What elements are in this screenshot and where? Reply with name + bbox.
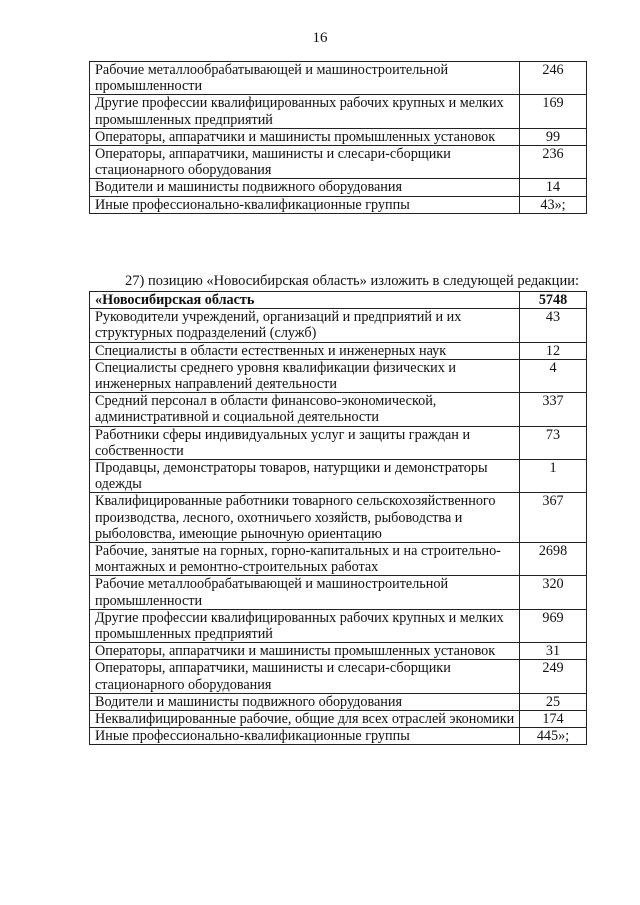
row-label: Операторы, аппаратчики и машинисты промышленных установок	[90, 643, 520, 660]
row-label: Специалисты среднего уровня квалификации физических и инженерных направлений деятельности	[90, 359, 520, 392]
row-label: «Новосибирская область	[90, 292, 520, 309]
row-value: 2698	[520, 543, 587, 576]
row-value: 25	[520, 693, 587, 710]
row-label: Иные профессионально-квалификационные группы	[90, 196, 520, 213]
row-value: 320	[520, 576, 587, 609]
row-label: Операторы, аппаратчики, машинисты и слесари-сборщики стационарного оборудования	[90, 146, 520, 179]
table-row	[90, 576, 587, 609]
row-value: 99	[520, 128, 587, 145]
row-label: Водители и машинисты подвижного оборудования	[90, 179, 520, 196]
row-label: Иные профессионально-квалификационные группы	[90, 728, 520, 745]
row-label: Средний персонал в области финансово-экономической, административной и социальной деятельности	[90, 393, 520, 426]
table-row	[90, 609, 587, 642]
table-row	[90, 342, 587, 359]
table-row	[90, 693, 587, 710]
row-label: Другие профессии квалифицированных рабочих крупных и мелких промышленных предприятий	[90, 95, 520, 128]
row-value: 31	[520, 643, 587, 660]
row-value: 249	[520, 660, 587, 693]
row-label: Водители и машинисты подвижного оборудования	[90, 693, 520, 710]
table-row	[90, 711, 587, 728]
row-value: 169	[520, 95, 587, 128]
table-row	[90, 309, 587, 342]
row-label: Неквалифицированные рабочие, общие для всех отраслей экономики	[90, 711, 520, 728]
row-value: 174	[520, 711, 587, 728]
table-row	[90, 62, 587, 95]
row-value: 1	[520, 460, 587, 493]
row-value: 4	[520, 359, 587, 392]
row-label: Рабочие, занятые на горных, горно-капитальных и на строительно-монтажных и ремонтно-строительных работах	[90, 543, 520, 576]
table-row	[90, 196, 587, 213]
row-label: Другие профессии квалифицированных рабочих крупных и мелких промышленных предприятий	[90, 609, 520, 642]
row-value: 14	[520, 179, 587, 196]
table-row	[90, 493, 587, 543]
table-row	[90, 146, 587, 179]
table-row	[90, 179, 587, 196]
table-row	[90, 393, 587, 426]
row-label: Рабочие металлообрабатывающей и машиностроительной промышленности	[90, 62, 520, 95]
table-row	[90, 128, 587, 145]
table-row	[90, 728, 587, 745]
row-label: Работники сферы индивидуальных услуг и защиты граждан и собственности	[90, 426, 520, 459]
row-value: 73	[520, 426, 587, 459]
row-value: 969	[520, 609, 587, 642]
row-value: 236	[520, 146, 587, 179]
row-label: Операторы, аппаратчики, машинисты и слесари-сборщики стационарного оборудования	[90, 660, 520, 693]
table-row	[90, 95, 587, 128]
row-label: Специалисты в области естественных и инженерных наук	[90, 342, 520, 359]
table-row	[90, 426, 587, 459]
row-label: Продавцы, демонстраторы товаров, натурщики и демонстраторы одежды	[90, 460, 520, 493]
table-row	[90, 543, 587, 576]
row-value: 12	[520, 342, 587, 359]
row-label: Руководители учреждений, организаций и предприятий и их структурных подразделений (служб)	[90, 309, 520, 342]
row-value: 337	[520, 393, 587, 426]
row-value: 43»;	[520, 196, 587, 213]
row-value: 246	[520, 62, 587, 95]
novosibirsk-region-table	[89, 291, 587, 745]
amendment-paragraph: 27) позицию «Новосибирская область» изложить в следующей редакции:	[125, 272, 579, 289]
table-row	[90, 660, 587, 693]
row-value: 367	[520, 493, 587, 543]
occupation-table-continuation	[89, 61, 587, 214]
row-value: 445»;	[520, 728, 587, 745]
table-row	[90, 359, 587, 392]
table-row	[90, 460, 587, 493]
row-value: 5748	[520, 292, 587, 309]
table-row	[90, 643, 587, 660]
row-label: Квалифицированные работники товарного сельскохозяйственного производства, лесного, охотничьего хозяйств, рыбоводства и рыболовства, имеющие рыночную ориентацию	[90, 493, 520, 543]
row-value: 43	[520, 309, 587, 342]
page-number: 16	[312, 30, 328, 46]
table-row	[90, 292, 587, 309]
row-label: Рабочие металлообрабатывающей и машиностроительной промышленности	[90, 576, 520, 609]
row-label: Операторы, аппаратчики и машинисты промышленных установок	[90, 128, 520, 145]
